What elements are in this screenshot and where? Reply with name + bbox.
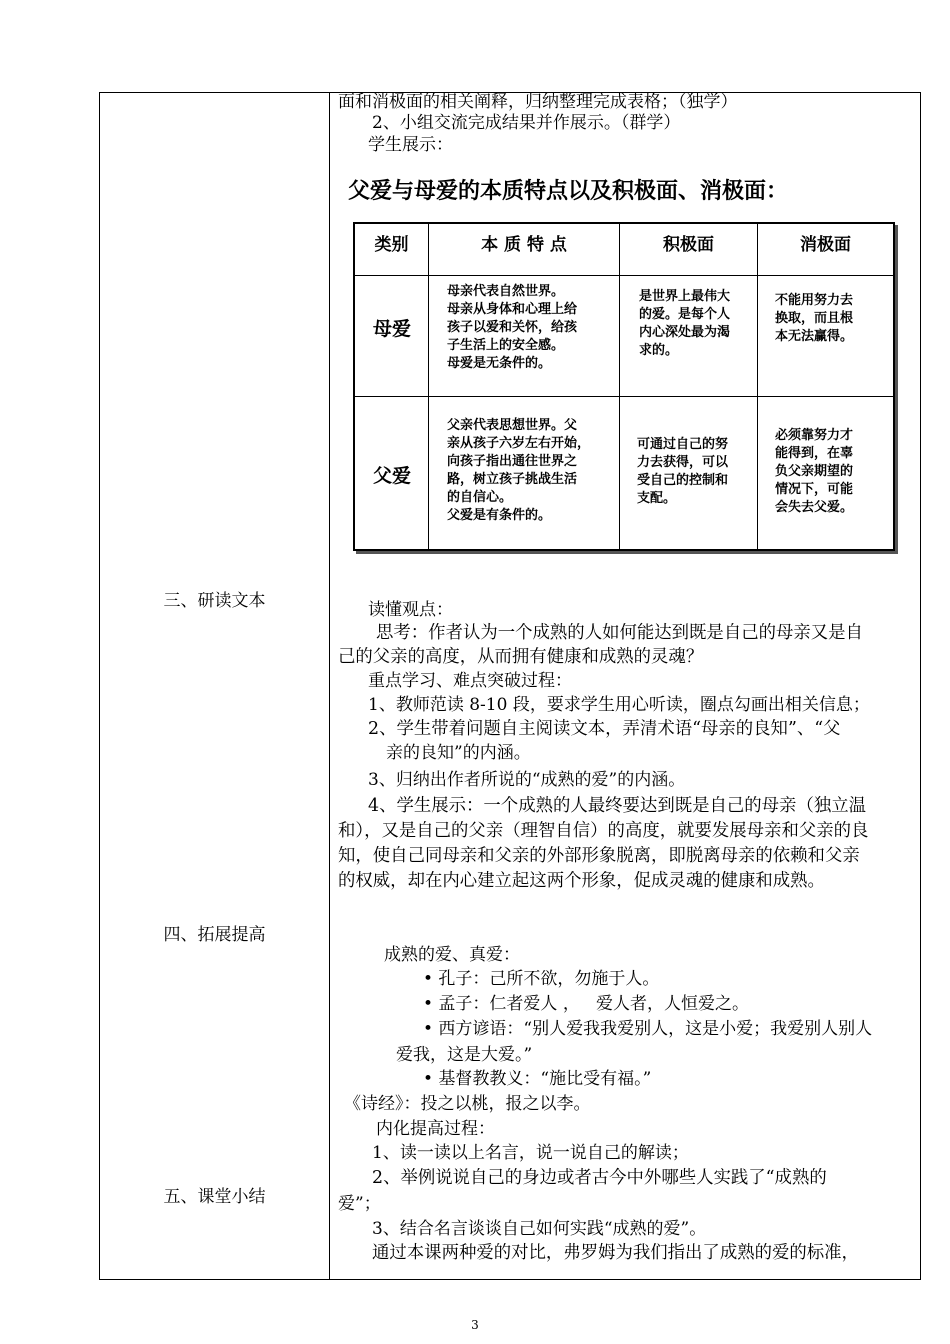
row-label-father: 父爱 [372, 465, 411, 487]
text-line: 1、读一读以上名言，说一说自己的解读； [372, 1143, 689, 1163]
table-cell: 父亲代表思想世界。父 亲从孩子六岁左右开始， 向孩子指出通往世界之 路，树立孩子挑战生活 的自信心。 父爱是有条件的。 [447, 418, 591, 523]
quote-item: • 孔子：己所不欲，勿施于人。 [423, 969, 660, 989]
table-cell: 必须靠努力才 能得到，在辜 负父亲期望的 情况下，可能 会失去父爱。 [775, 428, 854, 515]
table-cell: 不能用努力去 换取，而且根 本无法赢得。 [775, 293, 854, 344]
row-label-mother: 母爱 [372, 318, 411, 340]
text-line: 《诗经》：投之以桃，报之以李。 [344, 1094, 591, 1114]
table-header: 消极面 [800, 235, 851, 255]
text-line: 知，使自己同母亲和父亲的外部形象脱离，即脱离母亲的依赖和父亲 [338, 846, 860, 866]
text-line: 2、学生带着问题自主阅读文本，弄清术语“母亲的良知”、“父 [368, 719, 841, 739]
stage-label-summary: 五、课堂小结 [163, 1187, 266, 1207]
figure-title: 父爱与母爱的本质特点以及积极面、消极面： [348, 179, 789, 204]
text-line: 内化提高过程： [376, 1119, 495, 1139]
love-comparison-table [353, 222, 895, 551]
text-line: 3、结合名言谈谈自己如何实践“成熟的爱”。 [372, 1219, 707, 1239]
text-line: 读懂观点： [368, 600, 453, 620]
text-line: 4、学生展示：一个成熟的人最终要达到既是自己的母亲（独立温 [368, 796, 867, 816]
text-line: 的权威，却在内心建立起这两个形象，促成灵魂的健康和成熟。 [338, 871, 825, 891]
table-cell: 母亲代表自然世界。 母亲从身体和心理上给 孩子以爱和关怀，给孩 子生活上的安全感。 母爱是无条件的。 [447, 284, 578, 371]
text-line: 和），又是自己的父亲（理智自信）的高度，就要发展母亲和父亲的良 [338, 821, 869, 841]
table-cell: 是世界上最伟大 的爱。是每个人 内心深处最为渴 求的。 [639, 289, 731, 358]
text-line: 2、小组交流完成结果并作展示。（群学） [372, 113, 681, 133]
text-line: 重点学习、难点突破过程： [368, 671, 572, 691]
text-line: 3、归纳出作者所说的“成熟的爱”的内涵。 [368, 770, 686, 790]
text-line: 亲的良知”的内涵。 [386, 743, 531, 763]
stage-label-reading: 三、研读文本 [163, 591, 266, 611]
text-line: 通过本课两种爱的对比，弗罗姆为我们指出了成熟的爱的标准， [372, 1243, 859, 1263]
text-line: 成熟的爱、真爱： [384, 945, 520, 965]
text-line: 思考：作者认为一个成熟的人如何能达到既是自己的母亲又是自 [376, 623, 863, 643]
text-line: 爱”； [338, 1194, 381, 1214]
text-line: 1、教师范读 8-10 段，要求学生用心听读，圈点勾画出相关信息； [368, 695, 870, 715]
table-cell: 可通过自己的努 力去获得，可以 受自己的控制和 支配。 [637, 437, 729, 506]
stage-label-extension: 四、拓展提高 [163, 925, 266, 945]
quote-item: • 西方谚语：“别人爱我我爱别人，这是小爱；我爱别人别人 [423, 1019, 873, 1039]
text-line: 学生展示： [368, 135, 453, 155]
table-header: 积极面 [663, 235, 714, 255]
quote-item: • 孟子：仁者爱人 ， 爱人者，人恒爱之。 [423, 994, 750, 1014]
text-line: 面和消极面的相关阐释，归纳整理完成表格；（独学） [338, 92, 738, 112]
page-number: 3 [471, 1318, 479, 1332]
quote-item: 爱我，这是大爱。” [396, 1045, 533, 1065]
text-line: 2、举例说说自己的身边或者古今中外哪些人实践了“成熟的 [372, 1168, 827, 1188]
column-divider [329, 92, 330, 1280]
text-line: 己的父亲的高度，从而拥有健康和成熟的灵魂？ [338, 647, 704, 667]
table-header: 本 质 特 点 [481, 235, 567, 255]
table-header: 类别 [374, 235, 409, 255]
quote-item: • 基督教教义：“施比受有福。” [423, 1069, 652, 1089]
